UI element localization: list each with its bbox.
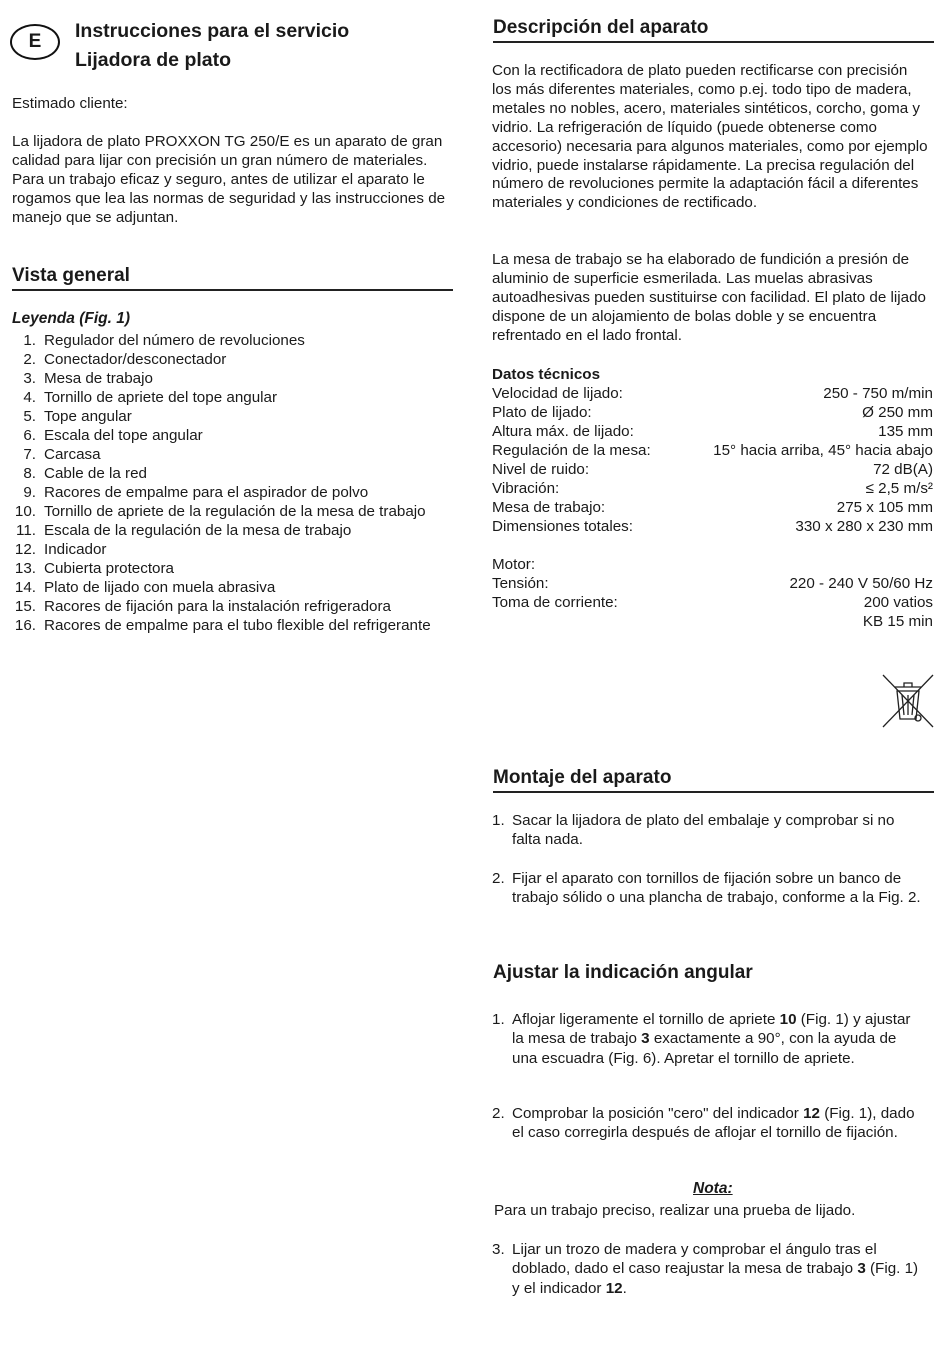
legend-item [0, 483, 450, 502]
legend-item-number: 10. [14, 503, 36, 520]
legend-item-number: 13. [14, 560, 36, 577]
step-number: 2. [492, 1105, 505, 1122]
legend-item-text: Escala de la regulación de la mesa de trabajo [44, 522, 352, 539]
legend-item-number: 3. [23, 370, 36, 387]
datos-tecnicos-heading: Datos técnicos [492, 366, 601, 383]
legend-item-number: 16. [14, 617, 36, 634]
legend-item-text: Racores de fijación para la instalación refrigeradora [44, 598, 391, 615]
spec-value: 135 mm [878, 423, 933, 440]
step-number: 2. [492, 869, 505, 887]
legend-item [0, 464, 450, 483]
nota-label: Nota: [693, 1180, 733, 1197]
spec-row [492, 460, 933, 479]
spec-value: 72 dB(A) [873, 461, 933, 478]
spec-value: 250 - 750 m/min [823, 385, 933, 402]
document-title [75, 17, 349, 75]
intro-paragraph: La lijadora de plato PROXXON TG 250/E es un aparato de gran calidad para lijar con precisión un gran número de materiales. Para un trabajo eficaz y seguro, antes de utilizar el aparato le rogamos que lea las normas de seguridad y las instrucciones de manejo que se adjuntan. [12, 133, 446, 226]
section-heading-montaje: Montaje del aparato [493, 767, 934, 793]
legend-item-text: Escala del tope angular [44, 427, 203, 444]
spec-value: Ø 250 mm [862, 404, 933, 421]
spec-label: Mesa de trabajo: [492, 499, 606, 516]
spec-value: 15° hacia arriba, 45° hacia abajo [713, 442, 933, 459]
greeting: Estimado cliente: [12, 95, 128, 112]
legend-item-number: 11. [16, 522, 36, 539]
descripcion-paragraph-2: La mesa de trabajo se ha elaborado de fundición a presión de aluminio de superficie esmerilada. Las muelas abrasivas autoadhesivas pueden sustituirse con facilidad. El plato de lijado dispone de un alojamiento de bolas doble y se encuentra refrentado en el lado frontal. [492, 251, 926, 344]
legend-list [0, 331, 450, 635]
motor-spec-row [492, 574, 933, 593]
legend-item-text: Carcasa [44, 446, 101, 463]
legend-item-number: 7. [23, 446, 36, 463]
section-heading-vista-general: Vista general [12, 265, 453, 291]
legend-item [0, 597, 450, 616]
legend-item [0, 616, 450, 635]
legend-item-number: 9. [23, 484, 36, 501]
spec-value: ≤ 2,5 m/s² [865, 480, 933, 497]
legend-item-number: 1. [23, 332, 36, 349]
step-text: Sacar la lijadora de plato del embalaje y comprobar si no falta nada. [512, 812, 895, 849]
spec-label: Nivel de ruido: [492, 461, 590, 478]
title-line-2: Lijadora de plato [75, 49, 232, 71]
spec-label: Velocidad de lijado: [492, 385, 623, 402]
legend-item [0, 426, 450, 445]
legend-item [0, 369, 450, 388]
legend-item-text: Tope angular [44, 408, 132, 425]
spec-value: 200 vatios [863, 594, 933, 611]
montaje-step [492, 869, 922, 908]
legend-item-number: 15. [14, 598, 36, 615]
datos-tecnicos-table [492, 365, 933, 631]
legend-item [0, 540, 450, 559]
legend-item-number: 14. [14, 579, 36, 596]
legend-item-text: Mesa de trabajo [44, 370, 153, 387]
spec-label: Plato de lijado: [492, 404, 592, 421]
spec-value: 220 - 240 V 50/60 Hz [789, 575, 933, 592]
step-number: 1. [492, 812, 505, 829]
legend-item [0, 388, 450, 407]
weee-crossed-bin-icon [880, 672, 936, 730]
spec-value: 275 x 105 mm [836, 499, 933, 516]
language-badge: E [10, 24, 60, 60]
montaje-steps [492, 811, 922, 907]
ajustar-step-3 [492, 1240, 924, 1298]
step-text: Comprobar la posición "cero" del indicador 12 (Fig. 1), dado el caso corregirla después de aflojar el tornillo de fijación. [512, 1105, 915, 1142]
legend-item-number: 8. [23, 465, 36, 482]
legend-item-number: 12. [14, 541, 36, 558]
legend-item-text: Plato de lijado con muela abrasiva [44, 579, 276, 596]
legend-item [0, 331, 450, 350]
legend-item-text: Indicador [44, 541, 107, 558]
legend-item-text: Tornillo de apriete del tope angular [44, 389, 278, 406]
spec-label: Dimensiones totales: [492, 518, 633, 535]
spec-value: 330 x 280 x 230 mm [795, 518, 933, 535]
spec-row [492, 422, 933, 441]
title-line-1: Instrucciones para el servicio [75, 20, 350, 42]
legend-item-text: Cubierta protectora [44, 560, 175, 577]
motor-spec-row [492, 593, 933, 612]
spec-row [492, 479, 933, 498]
spec-label: Toma de corriente: [492, 594, 618, 611]
legend-item-number: 6. [23, 427, 36, 444]
legend-item-text: Racores de empalme para el aspirador de polvo [44, 484, 369, 501]
step-text: Lijar un trozo de madera y comprobar el ángulo tras el doblado, dado el caso reajustar la mesa de trabajo 3 (Fig. 1) y el indicador 12. [512, 1241, 919, 1297]
legend-item-number: 4. [23, 389, 36, 406]
motor-label: Motor: [492, 556, 536, 573]
ajustar-step-2 [492, 1104, 924, 1143]
motor-spec-row [492, 612, 933, 631]
section-heading-ajustar: Ajustar la indicación angular [493, 962, 753, 983]
descripcion-paragraph-1: Con la rectificadora de plato pueden rectificarse con precisión los más diferentes materiales, como p.ej. todo tipo de madera, metales no nobles, acero, materiales sintéticos, corcho, goma y vidrio. La refrigeración de líquido (puede obtenerse como accesorio) necesaria para algunos materiales, como por ejemplo vidrio, puede instalarse rápidamente. La precisa regulación del número de revoluciones permite la adaptación fácil a diferentes materiales y condiciones de rectificado. [492, 62, 928, 212]
ajustar-step-1 [492, 1010, 924, 1068]
legend-title: Leyenda (Fig. 1) [12, 310, 130, 327]
legend-item-text: Racores de empalme para el tubo flexible del refrigerante [44, 617, 431, 634]
step-text: Fijar el aparato con tornillos de fijación sobre un banco de trabajo sólido o una plancha de trabajo, conforme a la Fig. 2. [512, 869, 921, 906]
legend-item-text: Regulador del número de revoluciones [44, 332, 305, 349]
legend-item [0, 445, 450, 464]
step-number: 3. [492, 1241, 505, 1258]
spec-label: Regulación de la mesa: [492, 442, 651, 459]
spec-value: KB 15 min [862, 613, 933, 630]
legend-item-number: 2. [23, 351, 36, 368]
spec-label: Vibración: [492, 480, 560, 497]
section-heading-descripcion: Descripción del aparato [493, 17, 934, 43]
legend-item [0, 521, 450, 540]
spec-label: Tensión: [492, 575, 549, 592]
legend-item [0, 559, 450, 578]
spec-row [492, 517, 933, 536]
legend-item-text: Cable de la red [44, 465, 148, 482]
spec-row [492, 403, 933, 422]
spec-row [492, 384, 933, 403]
legend-item-text: Conectador/desconectador [44, 351, 227, 368]
legend-item [0, 407, 450, 426]
step-text: Aflojar ligeramente el tornillo de apriete 10 (Fig. 1) y ajustar la mesa de trabajo 3 exactamente a 90°, con la ayuda de una escuadra (Fig. 6). Apretar el tornillo de apriete. [512, 1011, 911, 1067]
legend-item-number: 5. [23, 408, 36, 425]
legend-item [0, 502, 450, 521]
nota-text: Para un trabajo preciso, realizar una prueba de lijado. [494, 1202, 856, 1219]
step-number: 1. [492, 1011, 505, 1028]
montaje-step [492, 811, 922, 850]
spec-row [492, 441, 933, 460]
spec-row [492, 498, 933, 517]
legend-item [0, 578, 450, 597]
spec-label: Altura máx. de lijado: [492, 423, 634, 440]
legend-item-text: Tornillo de apriete de la regulación de la mesa de trabajo [44, 503, 426, 520]
legend-item [0, 350, 450, 369]
